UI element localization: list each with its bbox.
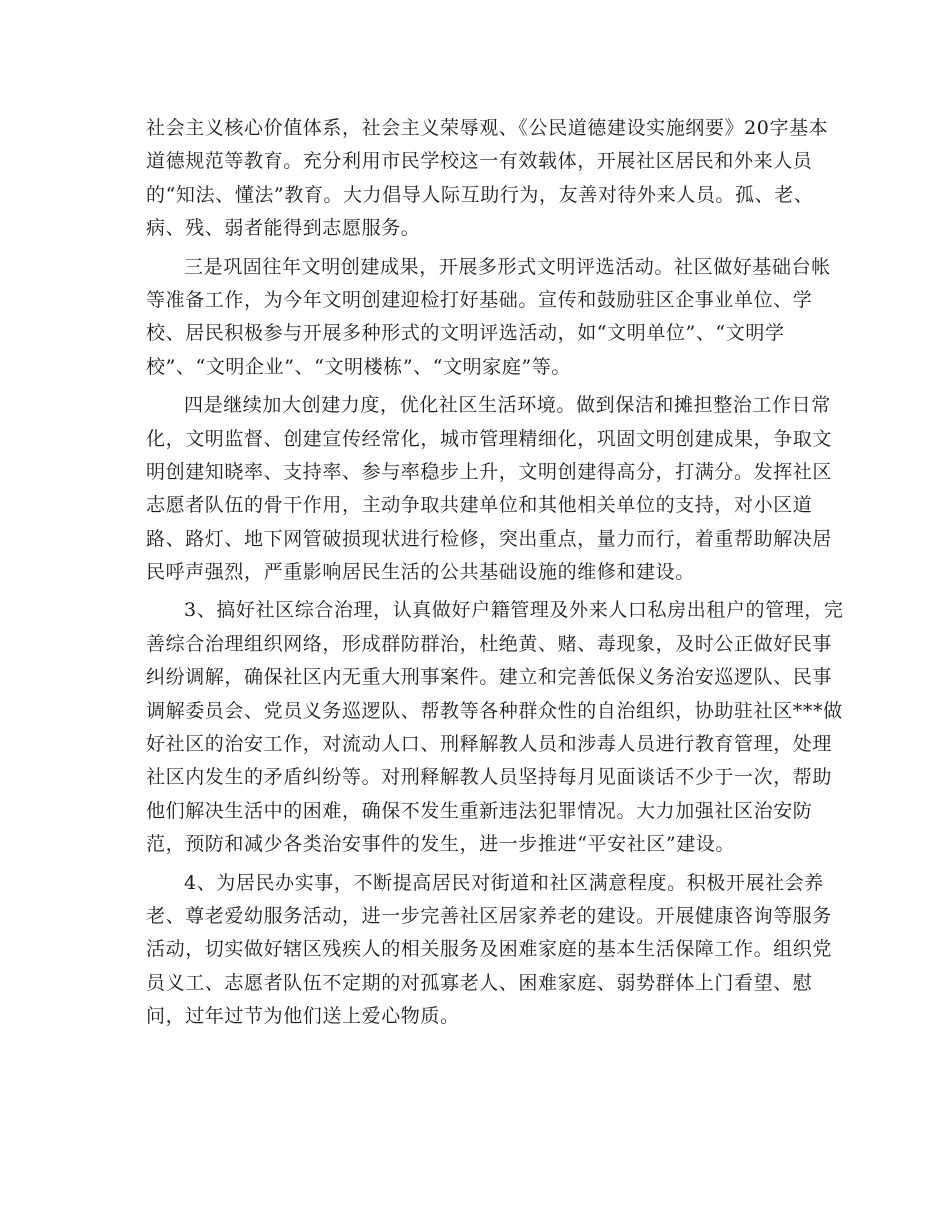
text-line: 员义工、志愿者队伍不定期的对孤寡老人、困难家庭、弱势群体上门看望、慰 (146, 971, 813, 994)
text-line: 校”、“文明企业”、“文明楼栋”、“文明家庭”等。 (146, 355, 571, 378)
text-line: 活动，切实做好辖区残疾人的相关服务及困难家庭的基本生活保障工作。组织党 (146, 938, 833, 961)
text-line: 4、为居民办实事，不断提高居民对街道和社区满意程度。积极开展社会养 (184, 871, 824, 894)
document-body (146, 112, 844, 1034)
text-line: 校、居民积极参与开展多种形式的文明评选活动，如“文明单位”、“文明学 (146, 322, 785, 345)
paragraph-1 (146, 112, 829, 246)
text-line: 路、路灯、地下网管破损现状进行检修，突出重点，量力而行，着重帮助解决居 (146, 527, 833, 550)
text-line: 问，过年过节为他们送上爱心物质。 (146, 1005, 460, 1028)
text-line: 的“知法、懂法”教育。大力倡导人际互助行为，友善对待外来人员。孤、老、 (146, 183, 814, 206)
paragraph-2 (146, 251, 831, 385)
text-line: 老、尊老爱幼服务活动，进一步完善社区居家养老的建设。开展健康咨询等服务 (146, 904, 833, 927)
text-line: 民呼声强烈，严重影响居民生活的公共基础设施的维修和建设。 (146, 561, 695, 584)
text-line: 社区内发生的矛盾纠纷等。对刑释解教人员坚持每月见面谈话不少于一次，帮助 (146, 766, 833, 789)
text-line: 明创建知晓率、支持率、参与率稳步上升，文明创建得高分，打满分。发挥社区 (146, 460, 833, 483)
paragraph-4 (146, 594, 844, 861)
text-line: 3、搞好社区综合治理，认真做好户籍管理及外来人口私房出租户的管理，完 (184, 599, 844, 622)
text-line: 调解委员会、党员义务巡逻队、帮教等各种群众性的自治组织，协助驻社区***做 (146, 699, 843, 722)
text-line: 四是继续加大创建力度，优化社区生活环境。做到保洁和摊担整治工作日常 (184, 394, 831, 417)
text-line: 善综合治理组织网络，形成群防群治，杜绝黄、赌、毒现象，及时公正做好民事 (146, 632, 833, 655)
paragraph-3 (146, 389, 833, 589)
text-line: 范，预防和减少各类治安事件的发生，进一步推进“平安社区”建设。 (146, 833, 736, 856)
text-line: 等准备工作，为今年文明创建迎检打好基础。宣传和鼓励驻区企事业单位、学 (146, 288, 813, 311)
text-line: 社会主义核心价值体系，社会主义荣辱观、《公民道德建设实施纲要》20字基本 (146, 117, 829, 139)
text-line: 纠纷调解，确保社区内无重大刑事案件。建立和完善低保义务治安巡逻队、民事 (146, 666, 833, 689)
text-line: 道德规范等教育。充分利用市民学校这一有效载体，开展社区居民和外来人员 (146, 150, 813, 173)
paragraph-5 (146, 867, 833, 1034)
text-line: 化，文明监督、创建宣传经常化，城市管理精细化，巩固文明创建成果，争取文 (146, 427, 833, 450)
text-line: 三是巩固往年文明创建成果，开展多形式文明评选活动。社区做好基础台帐 (184, 255, 831, 278)
text-line: 志愿者队伍的骨干作用，主动争取共建单位和其他相关单位的支持，对小区道 (146, 494, 813, 517)
text-line: 好社区的治安工作，对流动人口、刑释解教人员和涉毒人员进行教育管理，处理 (146, 733, 833, 756)
text-line: 他们解决生活中的困难，确保不发生重新违法犯罪情况。大力加强社区治安防 (146, 799, 813, 822)
text-line: 病、残、弱者能得到志愿服务。 (146, 217, 421, 240)
